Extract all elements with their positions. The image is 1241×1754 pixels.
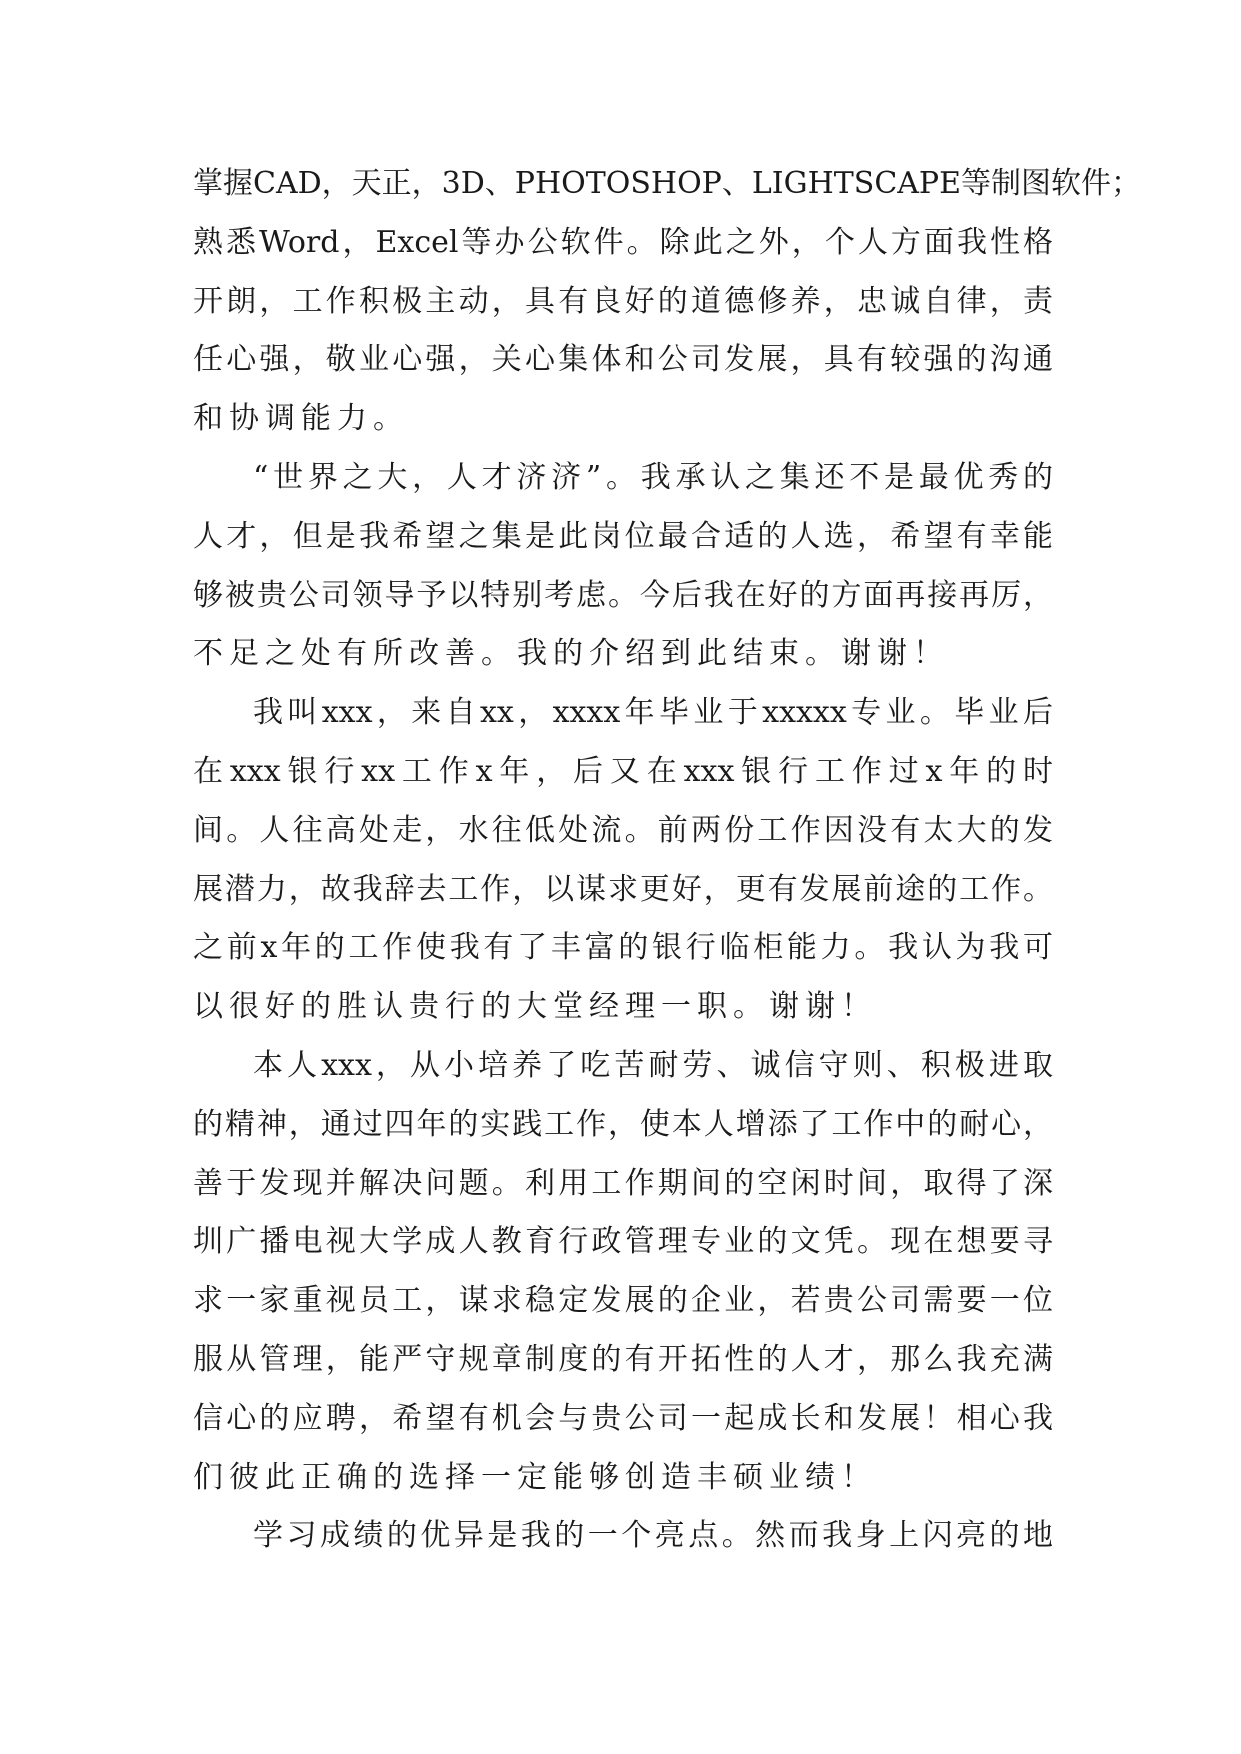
- text-line: 熟悉Word，Excel等办公软件。除此之外，个人方面我性格: [193, 224, 1053, 260]
- text-line: 开朗，工作积极主动，具有良好的道德修养，忠诚自律，责: [193, 283, 1053, 319]
- text-line: 本人xxx，从小培养了吃苦耐劳、诚信守则、积极进取: [253, 1047, 1053, 1083]
- document-body: [193, 155, 1142, 1566]
- text-line: 展潜力，故我辞去工作，以谋求更好，更有发展前途的工作。: [193, 871, 1053, 907]
- text-line: 以很好的胜认贵行的大堂经理一职。谢谢！: [193, 989, 877, 1025]
- text-line: 在xxx银行xx工作x年，后又在xxx银行工作过x年的时: [193, 753, 1053, 789]
- text-line: 之前x年的工作使我有了丰富的银行临柜能力。我认为我可: [193, 930, 1053, 966]
- text-line: 求一家重视员工，谋求稳定发展的企业，若贵公司需要一位: [193, 1283, 1053, 1319]
- text-line: 信心的应聘，希望有机会与贵公司一起成长和发展！相心我: [193, 1400, 1053, 1436]
- text-line: 任心强，敬业心强，关心集体和公司发展，具有较强的沟通: [193, 342, 1053, 378]
- text-line: 学习成绩的优异是我的一个亮点。然而我身上闪亮的地: [253, 1518, 1053, 1554]
- text-line: 掌握CAD，天正，3D、PHOTOSHOP、LIGHTSCAPE等制图软件；: [193, 166, 1142, 201]
- text-line: 和协调能力。: [193, 401, 409, 437]
- text-line: 间。人往高处走，水往低处流。前两份工作因没有太大的发: [193, 812, 1053, 848]
- text-line: 服从管理，能严守规章制度的有开拓性的人才，那么我充满: [193, 1341, 1053, 1377]
- text-line: 不足之处有所改善。我的介绍到此结束。谢谢！: [193, 636, 949, 672]
- text-line: 的精神，通过四年的实践工作，使本人增添了工作中的耐心，: [193, 1106, 1053, 1142]
- text-line: 圳广播电视大学成人教育行政管理专业的文凭。现在想要寻: [193, 1224, 1053, 1260]
- text-line: “世界之大，人才济济”。我承认之集还不是最优秀的: [253, 459, 1053, 495]
- text-line: 善于发现并解决问题。利用工作期间的空闲时间，取得了深: [193, 1165, 1053, 1201]
- text-line: 们彼此正确的选择一定能够创造丰硕业绩！: [193, 1459, 877, 1495]
- text-line: 人才，但是我希望之集是此岗位最合适的人选，希望有幸能: [193, 518, 1053, 554]
- text-line: 够被贵公司领导予以特别考虑。今后我在好的方面再接再厉，: [193, 577, 1053, 613]
- text-line: 我叫xxx，来自xx，xxxx年毕业于xxxxx专业。毕业后: [253, 695, 1053, 731]
